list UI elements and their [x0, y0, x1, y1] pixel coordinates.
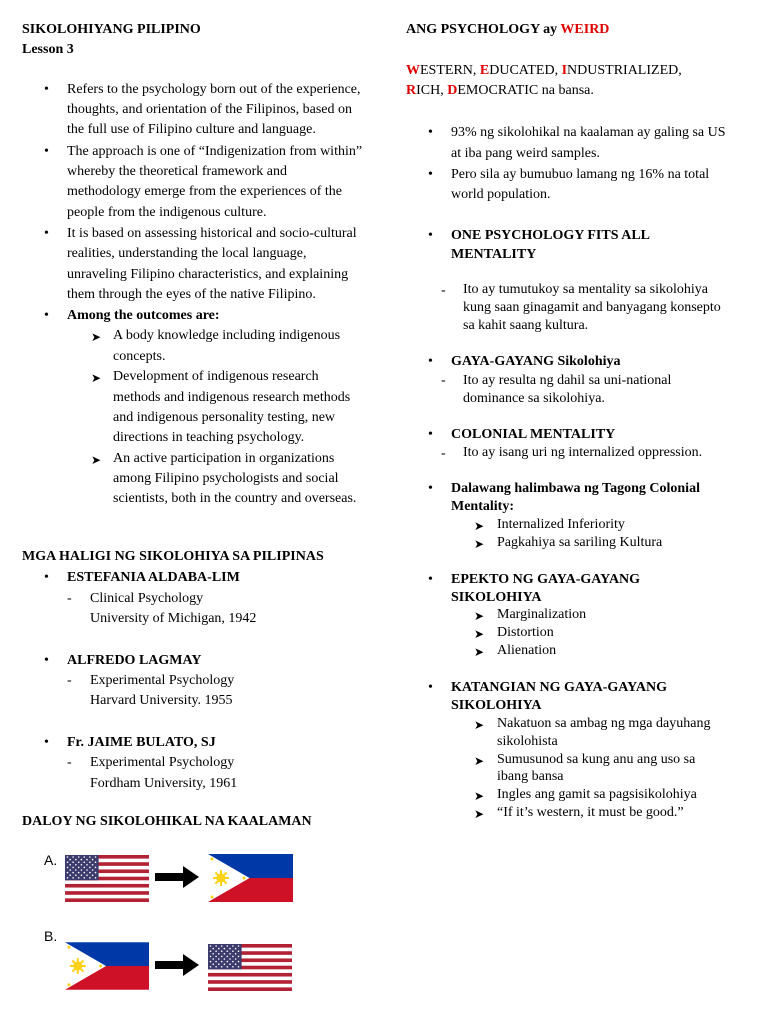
section-desc: kung saan ginagamit and banyagang konsepto [463, 300, 721, 315]
section-heading: SIKOLOHIYA [451, 590, 542, 605]
outcome-line: Development of indigenous research [113, 369, 319, 384]
dash-icon: - [441, 446, 446, 461]
us-flag-icon [208, 944, 292, 991]
bullet-icon: • [44, 226, 49, 241]
bullet-icon: • [44, 82, 49, 97]
section-item: sikolohista [497, 734, 558, 749]
us-flag-icon [65, 855, 149, 902]
arrow-bullet-icon: ➤ [474, 789, 485, 803]
outcome-line: concepts. [113, 349, 166, 364]
right-arrow-icon [155, 954, 199, 976]
arrow-bullet-icon: ➤ [474, 754, 485, 768]
bullet-icon: • [428, 167, 433, 182]
pillar-field: Experimental Psychology [90, 755, 235, 770]
dash-icon: - [67, 755, 72, 770]
arrow-bullet-icon: ➤ [474, 718, 485, 732]
weird-acronym-line: WESTERN, EDUCATED, INDUSTRIALIZED, [406, 63, 682, 78]
intro-line: The approach is one of “Indigenization from within” [67, 144, 363, 159]
section-item: Alienation [497, 643, 557, 658]
bullet-icon: • [428, 680, 433, 695]
section-item: Marginalization [497, 607, 587, 622]
section-item: Nakatuon sa ambag ng mga dayuhang [497, 716, 711, 731]
outcome-line: scientists, both in the country and overseas. [113, 491, 357, 506]
section-item: Distortion [497, 625, 554, 640]
section-heading: KATANGIAN NG GAYA-GAYANG [451, 680, 668, 695]
pillar-school: Fordham University, 1961 [90, 776, 238, 791]
stat-line: Pero sila ay bumubuo lamang ng 16% na total [451, 167, 710, 182]
intro-line: whereby the theoretical framework and [67, 164, 288, 179]
daloy-heading: DALOY NG SIKOLOHIKAL NA KAALAMAN [22, 814, 312, 829]
stat-line: world population. [451, 187, 551, 202]
pillar-field: Experimental Psychology [90, 673, 235, 688]
weird-word: WEIRD [560, 22, 610, 37]
dash-icon: - [441, 373, 446, 388]
section-heading: MENTALITY [451, 247, 537, 262]
bullet-icon: • [428, 427, 433, 442]
outcome-line: among Filipino psychologists and social [113, 471, 339, 486]
section-heading: GAYA-GAYANG Sikolohiya [451, 354, 621, 369]
arrow-bullet-icon: ➤ [474, 627, 485, 641]
section-desc: Ito ay isang uri ng internalized oppression. [463, 445, 703, 460]
intro-line: thoughts, and orientation of the Filipinos, based on [67, 102, 353, 117]
pillar-name: ESTEFANIA ALDABA-LIM [67, 570, 240, 585]
weird-title: ANG PSYCHOLOGY ay WEIRD [406, 22, 610, 37]
section-heading: COLONIAL MENTALITY [451, 427, 616, 442]
dash-icon: - [67, 591, 72, 606]
outcome-line: directions in teaching psychology. [113, 430, 305, 445]
bullet-icon: • [428, 228, 433, 243]
arrow-bullet-icon: ➤ [474, 519, 485, 533]
bullet-icon: • [44, 653, 49, 668]
intro-line: the full use of Filipino culture and language. [67, 122, 316, 137]
outcome-line: and indigenous personality testing, new [113, 410, 336, 425]
intro-line: realities, understanding the local language, [67, 246, 307, 261]
bullet-icon: • [428, 125, 433, 140]
section-item: Sumusunod sa kung anu ang uso sa [497, 752, 696, 767]
philippine-flag-icon [208, 854, 293, 902]
bullet-icon: • [428, 354, 433, 369]
right-arrow-icon [155, 866, 199, 888]
intro-line: It is based on assessing historical and socio-cultural [67, 226, 357, 241]
stat-line: 93% ng sikolohikal na kaalaman ay galing sa US [451, 125, 726, 140]
outcome-line: A body knowledge including indigenous [113, 328, 341, 343]
section-desc: sa kahit saang kultura. [463, 318, 589, 333]
section-item: Internalized Inferiority [497, 517, 625, 532]
arrow-bullet-icon: ➤ [474, 645, 485, 659]
intro-line: unraveling Filipino characteristics, and explaining [67, 267, 349, 282]
philippine-flag-icon [65, 942, 149, 990]
outcome-line: An active participation in organizations [113, 451, 335, 466]
pillar-field: Clinical Psychology [90, 591, 204, 606]
section-desc: Ito ay resulta ng dahil sa uni-national [463, 373, 672, 388]
intro-line: them through the eyes of the native Filipino. [67, 287, 316, 302]
section-heading: Mentality: [451, 499, 514, 514]
arrow-bullet-icon: ➤ [474, 609, 485, 623]
stat-line: at iba pang weird samples. [451, 146, 600, 161]
arrow-bullet-icon: ➤ [91, 330, 102, 344]
arrow-bullet-icon: ➤ [91, 371, 102, 385]
intro-line: Refers to the psychology born out of the experience, [67, 82, 361, 97]
arrow-bullet-icon: ➤ [474, 537, 485, 551]
dash-icon: - [67, 673, 72, 688]
section-heading: ONE PSYCHOLOGY FITS ALL [451, 228, 651, 243]
section-item: Ingles ang gamit sa pagsisikolohiya [497, 787, 697, 802]
bullet-icon: • [44, 735, 49, 750]
bullet-icon: • [428, 481, 433, 496]
outcome-line: methods and indigenous research methods [113, 390, 351, 405]
intro-line: people from the indigenous culture. [67, 205, 267, 220]
section-heading: EPEKTO NG GAYA-GAYANG [451, 572, 641, 587]
intro-line: methodology emerge from the experiences of the [67, 184, 342, 199]
arrow-bullet-icon: ➤ [91, 453, 102, 467]
bullet-icon: • [44, 570, 49, 585]
lesson-label: Lesson 3 [22, 42, 74, 57]
page-title: SIKOLOHIYANG PILIPINO [22, 22, 201, 37]
section-desc: dominance sa sikolohiya. [463, 391, 605, 406]
bullet-icon: • [44, 144, 49, 159]
bullet-icon: • [428, 572, 433, 587]
flow-a-label: A. [44, 852, 58, 868]
outcomes-heading: Among the outcomes are: [67, 308, 220, 323]
section-item: ibang bansa [497, 769, 564, 784]
pillar-name: ALFREDO LAGMAY [67, 653, 202, 668]
section-item: “If it’s western, it must be good.” [497, 805, 684, 820]
arrow-bullet-icon: ➤ [474, 807, 485, 821]
section-heading: SIKOLOHIYA [451, 698, 542, 713]
dash-icon: - [441, 283, 446, 298]
pillar-name: Fr. JAIME BULATO, SJ [67, 735, 216, 750]
haligi-heading: MGA HALIGI NG SIKOLOHIYA SA PILIPINAS [22, 549, 324, 564]
section-heading: Dalawang halimbawa ng Tagong Colonial [451, 481, 700, 496]
section-desc: Ito ay tumutukoy sa mentality sa sikolohiya [463, 282, 708, 297]
section-item: Pagkahiya sa sariling Kultura [497, 535, 663, 550]
weird-acronym-line: RICH, DEMOCRATIC na bansa. [406, 83, 594, 98]
flow-b-label: B. [44, 928, 58, 944]
pillar-school: University of Michigan, 1942 [90, 611, 257, 626]
bullet-icon: • [44, 308, 49, 323]
pillar-school: Harvard University. 1955 [90, 693, 233, 708]
